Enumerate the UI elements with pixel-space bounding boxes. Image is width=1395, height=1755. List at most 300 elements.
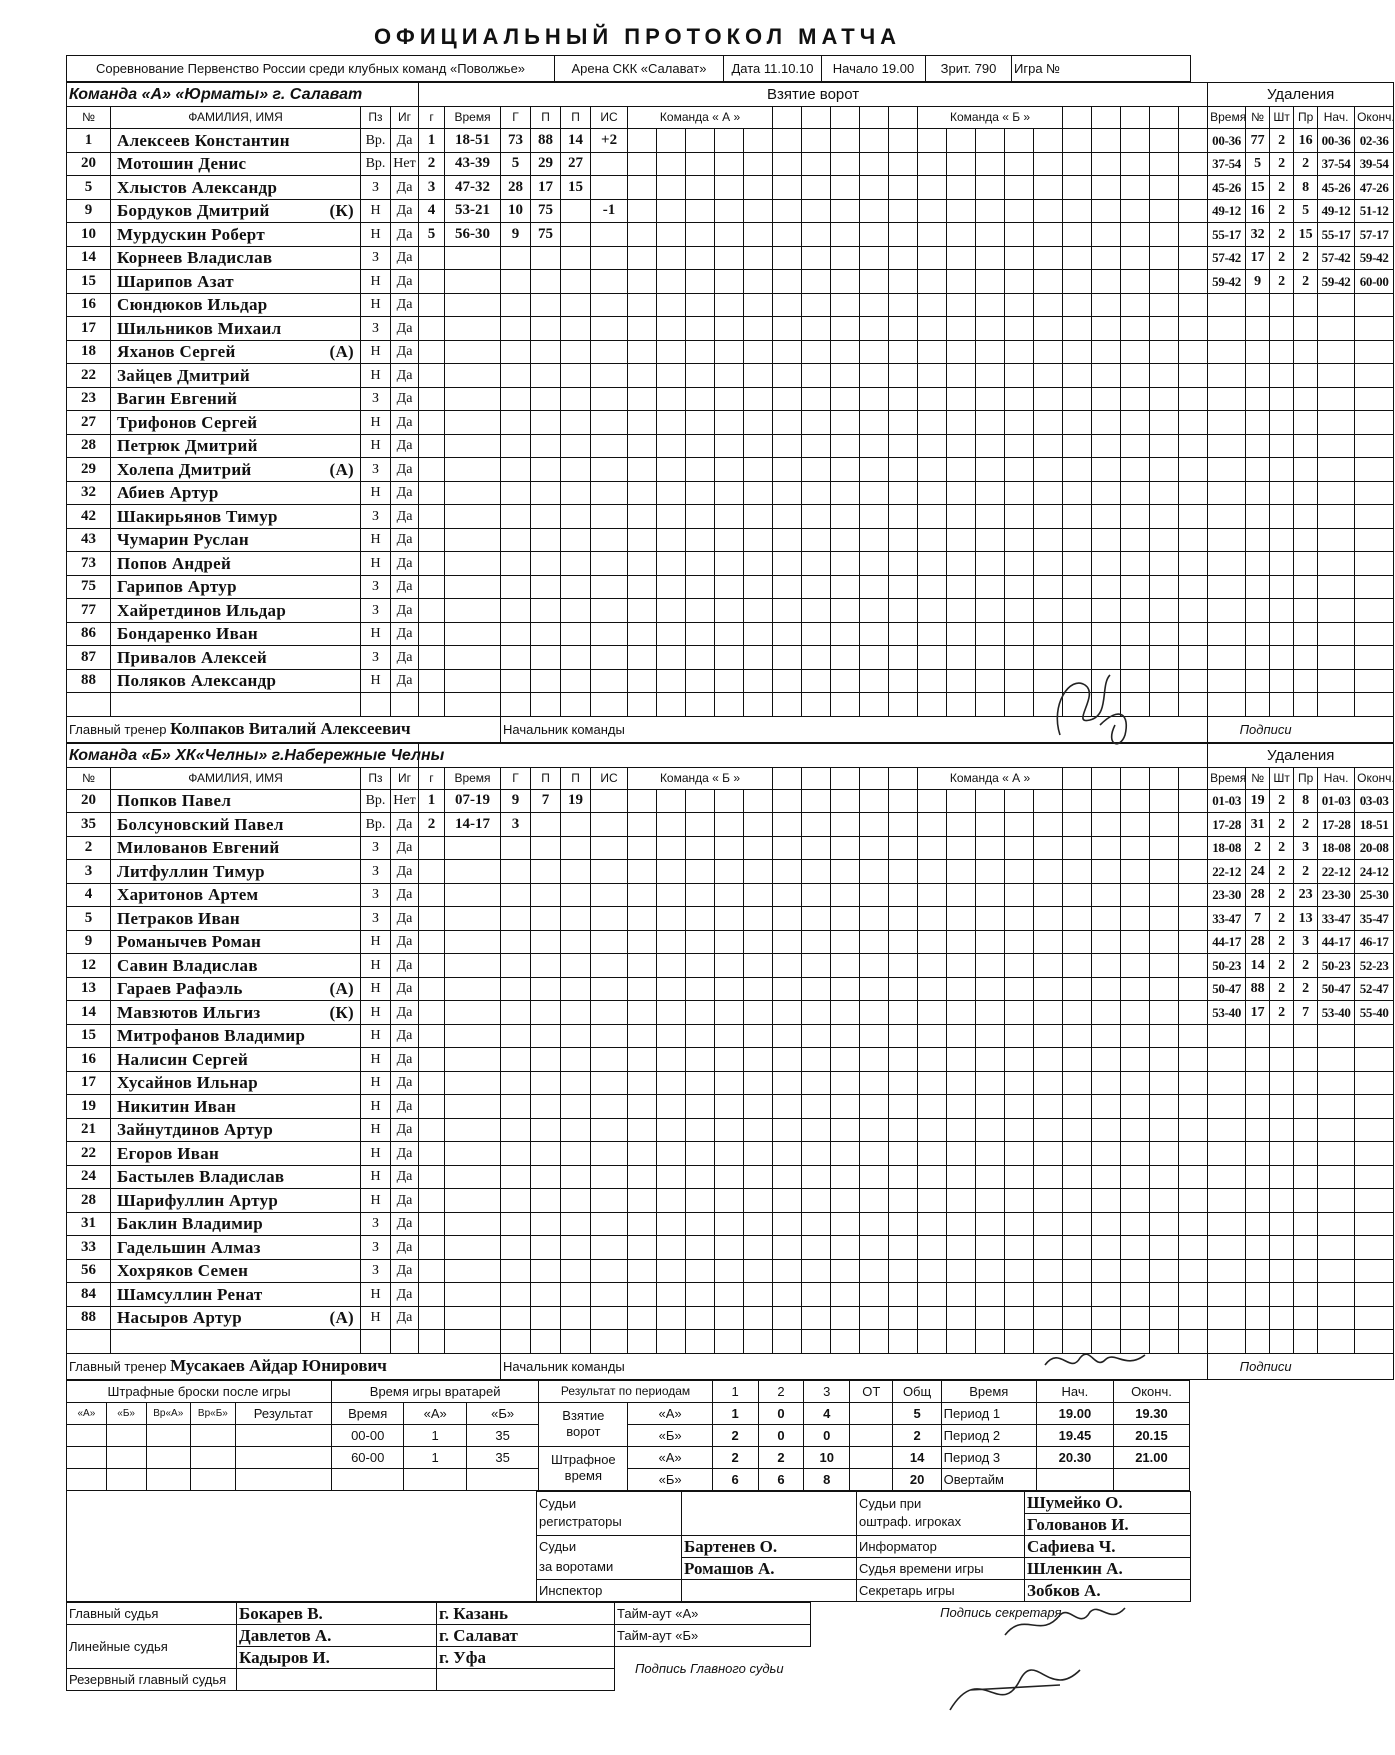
onice-cell (657, 458, 686, 482)
summary-table (66, 1380, 1190, 1491)
penalty-time (1208, 1071, 1246, 1095)
player-played: Да (391, 1306, 419, 1330)
competition-field: Соревнование Первенство России среди клубных команд «Поволжье» (67, 56, 555, 82)
goal-p2 (561, 293, 591, 317)
blank-cell (889, 693, 918, 717)
onice-cell (831, 458, 860, 482)
player-position: З (361, 907, 391, 931)
goal-g (419, 1189, 445, 1213)
onice-cell (1179, 505, 1208, 529)
goal-time (445, 1259, 501, 1283)
goal-g (501, 387, 531, 411)
penalty-end: 35-47 (1355, 907, 1394, 931)
onice-cell (686, 199, 715, 223)
onice-cell (1121, 1189, 1150, 1213)
onice-cell (976, 270, 1005, 294)
col-onice-blank (773, 107, 802, 129)
blank-cell (947, 693, 976, 717)
onice-cell (918, 954, 947, 978)
onice-cell (976, 223, 1005, 247)
goal-g: 2 (419, 152, 445, 176)
goal-p2 (561, 860, 591, 884)
onice-cell (802, 1095, 831, 1119)
goal-is (591, 458, 628, 482)
onice-cell (860, 836, 889, 860)
blank-cell (561, 1330, 591, 1354)
penalty-end (1355, 293, 1394, 317)
player-number: 2 (67, 836, 111, 860)
onice-cell (947, 1048, 976, 1072)
captain-mark: (К) (329, 201, 354, 221)
onice-cell (773, 599, 802, 623)
coach-label: Главный тренер (69, 1359, 167, 1374)
goals-a-p2: 0 (758, 1402, 804, 1424)
penalty-time (1208, 552, 1246, 576)
onice-cell (889, 930, 918, 954)
onice-cell (976, 860, 1005, 884)
onice-cell (715, 223, 744, 247)
goal-is (591, 599, 628, 623)
goal-g (419, 1259, 445, 1283)
penalty-no (1246, 1236, 1270, 1260)
onice-cell (628, 1259, 657, 1283)
onice-cell (628, 223, 657, 247)
penalty-end (1355, 364, 1394, 388)
onice-cell (947, 836, 976, 860)
onice-cell (1005, 199, 1034, 223)
player-played: Да (391, 1189, 419, 1213)
goals-a-total: 5 (893, 1402, 941, 1424)
onice-cell (860, 575, 889, 599)
player-name-text: Хлыстов Александр (117, 177, 278, 197)
game-number-field: Игра № (1012, 56, 1191, 82)
onice-cell (1034, 813, 1063, 837)
onice-cell (744, 836, 773, 860)
onice-cell (1150, 246, 1179, 270)
blank-cell (1005, 1330, 1034, 1354)
onice-cell (831, 1189, 860, 1213)
goal-g (419, 293, 445, 317)
penalty-pr: 16 (1294, 129, 1318, 153)
onice-cell (1092, 552, 1121, 576)
onice-cell (1063, 1095, 1092, 1119)
onice-cell (802, 813, 831, 837)
onice-cell (1034, 1095, 1063, 1119)
col-name: ФАМИЛИЯ, ИМЯ (111, 107, 361, 129)
penalty-start (1318, 340, 1355, 364)
goal-p1 (531, 1118, 561, 1142)
onice-cell (831, 813, 860, 837)
player-name (111, 1001, 361, 1025)
player-name-text: Зайнутдинов Артур (117, 1120, 274, 1140)
penalty-pr (1294, 411, 1318, 435)
penalty-end (1355, 1212, 1394, 1236)
player-name (111, 575, 361, 599)
onice-cell (686, 1259, 715, 1283)
goal-p1: 7 (531, 789, 561, 813)
goal-g (501, 434, 531, 458)
goal-time (445, 481, 501, 505)
onice-cell (976, 836, 1005, 860)
goals-header: Взятие ворот (419, 83, 1208, 107)
player-played: Да (391, 505, 419, 529)
blank-cell (419, 693, 445, 717)
goal-g (419, 1306, 445, 1330)
onice-cell (1034, 1071, 1063, 1095)
goal-p1 (531, 813, 561, 837)
onice-cell (802, 552, 831, 576)
goal-g: 5 (501, 152, 531, 176)
team-label: Команда «А» «Юрматы» г. Салават (67, 83, 419, 107)
onice-cell (802, 505, 831, 529)
onice-cell (686, 223, 715, 247)
onice-cell (1005, 364, 1034, 388)
goal-p2 (561, 270, 591, 294)
goals-b-p2: 0 (758, 1424, 804, 1446)
onice-cell (1121, 152, 1150, 176)
onice-cell (802, 789, 831, 813)
onice-cell (657, 152, 686, 176)
player-played: Да (391, 528, 419, 552)
onice-cell (686, 364, 715, 388)
goal-time (445, 622, 501, 646)
onice-cell (1092, 1283, 1121, 1307)
player-name (111, 977, 361, 1001)
onice-cell (831, 789, 860, 813)
onice-cell (1150, 458, 1179, 482)
onice-cell (860, 1001, 889, 1025)
player-row (67, 528, 1394, 552)
onice-cell (947, 977, 976, 1001)
onice-cell (1034, 458, 1063, 482)
penalty-pr (1294, 434, 1318, 458)
onice-cell (1005, 977, 1034, 1001)
onice-cell (831, 1165, 860, 1189)
onice-cell (1121, 458, 1150, 482)
onice-cell (657, 1306, 686, 1330)
onice-cell (1150, 575, 1179, 599)
onice-cell (1034, 930, 1063, 954)
penalty-no (1246, 1212, 1270, 1236)
onice-cell (1092, 1165, 1121, 1189)
player-row (67, 836, 1394, 860)
onice-cell (860, 152, 889, 176)
period-3-start: 20.30 (1036, 1446, 1113, 1468)
onice-cell (1150, 1306, 1179, 1330)
onice-cell (715, 669, 744, 693)
onice-cell (628, 907, 657, 931)
penalty-start (1318, 1118, 1355, 1142)
goal-p1 (531, 860, 561, 884)
penalty-no (1246, 505, 1270, 529)
penalty-no (1246, 317, 1270, 341)
onice-cell (889, 1048, 918, 1072)
goal-time (445, 836, 501, 860)
onice-cell (947, 152, 976, 176)
onice-cell (918, 1236, 947, 1260)
penalty-time (1208, 364, 1246, 388)
onice-cell (976, 458, 1005, 482)
player-position: З (361, 505, 391, 529)
onice-cell (1005, 883, 1034, 907)
goal-is (591, 505, 628, 529)
onice-cell (744, 1118, 773, 1142)
onice-cell (889, 340, 918, 364)
period-1-start: 19.00 (1036, 1402, 1113, 1424)
onice-cell (773, 1306, 802, 1330)
penalty-pr (1294, 1165, 1318, 1189)
onice-cell (1092, 317, 1121, 341)
onice-cell (976, 176, 1005, 200)
gk-b-row-2: 35 (466, 1446, 538, 1468)
onice-cell (744, 1259, 773, 1283)
penalty-sht (1270, 1165, 1294, 1189)
onice-cell (831, 622, 860, 646)
blank-cell (773, 1330, 802, 1354)
onice-cell (1179, 246, 1208, 270)
player-number: 18 (67, 340, 111, 364)
goal-g (419, 1212, 445, 1236)
blank-cell (773, 693, 802, 717)
onice-cell (976, 907, 1005, 931)
onice-cell (860, 1071, 889, 1095)
penalty-end (1355, 575, 1394, 599)
player-played: Да (391, 1048, 419, 1072)
onice-cell (802, 836, 831, 860)
onice-cell (773, 176, 802, 200)
player-position: З (361, 387, 391, 411)
onice-cell (918, 458, 947, 482)
blank-cell (1294, 1330, 1318, 1354)
player-position: Н (361, 1001, 391, 1025)
player-name-text: Егоров Иван (117, 1143, 220, 1163)
penalty-start (1318, 1189, 1355, 1213)
main-referee-signature-box: Подпись Главного судьи (635, 1660, 784, 1676)
goal-p1 (531, 1165, 561, 1189)
onice-cell (628, 152, 657, 176)
onice-cell (773, 1165, 802, 1189)
blank-cell (947, 1330, 976, 1354)
penalty-end (1355, 1071, 1394, 1095)
onice-cell (976, 1259, 1005, 1283)
onice-cell (744, 883, 773, 907)
onice-cell (773, 528, 802, 552)
onice-cell (889, 246, 918, 270)
player-number: 22 (67, 1142, 111, 1166)
onice-cell (628, 836, 657, 860)
onice-cell (1121, 246, 1150, 270)
penalty-end: 52-23 (1355, 954, 1394, 978)
onice-cell (686, 907, 715, 931)
onice-cell (715, 836, 744, 860)
blank-cell (1318, 693, 1355, 717)
onice-cell (918, 1259, 947, 1283)
onice-cell (1150, 270, 1179, 294)
goals-b-label: «Б» (628, 1424, 712, 1446)
penalty-time (1208, 575, 1246, 599)
onice-cell (947, 481, 976, 505)
player-position: З (361, 883, 391, 907)
onice-cell (802, 1212, 831, 1236)
main-referee-label: Главный судья (67, 1602, 237, 1624)
player-name-text: Шакирьянов Тимур (117, 506, 278, 526)
onice-cell (976, 646, 1005, 670)
penalty-pr (1294, 293, 1318, 317)
onice-cell (686, 1001, 715, 1025)
player-name-text: Мавзютов Ильгиз (117, 1002, 261, 1022)
onice-cell (657, 1165, 686, 1189)
goal-g (501, 411, 531, 435)
onice-cell (773, 646, 802, 670)
penalty-end (1355, 552, 1394, 576)
onice-cell (802, 622, 831, 646)
penalty-no (1246, 1048, 1270, 1072)
onice-cell (657, 789, 686, 813)
col-pen-minutes: Шт (1270, 767, 1294, 789)
times-end-header: Оконч. (1113, 1380, 1189, 1402)
player-position: З (361, 458, 391, 482)
onice-cell (657, 528, 686, 552)
penalty-start: 33-47 (1318, 907, 1355, 931)
manager-field: Начальник команды (501, 1353, 1208, 1379)
onice-cell (744, 176, 773, 200)
player-name-text: Поляков Александр (117, 671, 277, 691)
onice-cell (628, 1165, 657, 1189)
player-number: 13 (67, 977, 111, 1001)
onice-cell (1150, 836, 1179, 860)
onice-cell (918, 622, 947, 646)
onice-cell (1150, 1118, 1179, 1142)
blank-cell (1318, 1330, 1355, 1354)
player-row (67, 1071, 1394, 1095)
onice-cell (860, 1095, 889, 1119)
player-name (111, 622, 361, 646)
gk-time-title: Время игры вратарей (332, 1380, 539, 1402)
goal-p2: 19 (561, 789, 591, 813)
goal-time (445, 1165, 501, 1189)
onice-cell (889, 646, 918, 670)
secretary-signature-box: Подпись секретаря (940, 1605, 1062, 1620)
onice-cell (744, 552, 773, 576)
blank-cell (1270, 1330, 1294, 1354)
onice-cell (1179, 481, 1208, 505)
player-row (67, 1142, 1394, 1166)
goal-p1 (531, 1306, 561, 1330)
player-position: З (361, 1259, 391, 1283)
player-row (67, 1118, 1394, 1142)
penalty-no (1246, 1142, 1270, 1166)
goal-is (591, 293, 628, 317)
penalty-start (1318, 1095, 1355, 1119)
onice-cell (1121, 1236, 1150, 1260)
goal-p1 (531, 907, 561, 931)
gk-a-row-1: 1 (404, 1424, 467, 1446)
penalty-sht: 2 (1270, 129, 1294, 153)
onice-cell (1179, 813, 1208, 837)
onice-cell (715, 293, 744, 317)
col-scorer: Г (501, 107, 531, 129)
penalty-end: 39-54 (1355, 152, 1394, 176)
onice-cell (773, 789, 802, 813)
onice-cell (1063, 1259, 1092, 1283)
goal-time (445, 340, 501, 364)
col-onice-blank (889, 767, 918, 789)
penalty-no (1246, 1165, 1270, 1189)
player-name (111, 1212, 361, 1236)
penalty-sht: 2 (1270, 152, 1294, 176)
onice-cell (773, 481, 802, 505)
goal-p1 (531, 1095, 561, 1119)
goals-a-p3: 4 (804, 1402, 850, 1424)
onice-cell (1063, 270, 1092, 294)
penalty-time (1208, 505, 1246, 529)
onice-cell (628, 789, 657, 813)
onice-cell (918, 789, 947, 813)
onice-cell (889, 152, 918, 176)
goal-p1 (531, 458, 561, 482)
blank-cell (1179, 693, 1208, 717)
goal-p2 (561, 317, 591, 341)
onice-cell (1150, 411, 1179, 435)
onice-cell (860, 954, 889, 978)
goal-time (445, 907, 501, 931)
player-row (67, 152, 1394, 176)
onice-cell (773, 1142, 802, 1166)
player-played: Да (391, 1001, 419, 1025)
goal-g (501, 1048, 531, 1072)
penalty-time: 23-30 (1208, 883, 1246, 907)
onice-cell (1063, 528, 1092, 552)
player-name (111, 411, 361, 435)
onice-cell (831, 340, 860, 364)
onice-cell (1150, 789, 1179, 813)
player-name-text: Корнеев Владислав (117, 248, 273, 268)
goal-g (501, 458, 531, 482)
onice-cell (889, 293, 918, 317)
onice-cell (947, 860, 976, 884)
onice-cell (1005, 176, 1034, 200)
onice-cell (947, 223, 976, 247)
onice-cell (860, 505, 889, 529)
penalty-time (1208, 387, 1246, 411)
onice-cell (1150, 1048, 1179, 1072)
onice-cell (976, 1001, 1005, 1025)
onice-cell (715, 1283, 744, 1307)
onice-cell (715, 622, 744, 646)
onice-cell (1005, 129, 1034, 153)
blank-cell (744, 693, 773, 717)
onice-cell (1005, 813, 1034, 837)
penalty-start: 50-23 (1318, 954, 1355, 978)
goal-time (445, 1024, 501, 1048)
onice-cell (657, 340, 686, 364)
player-name (111, 1095, 361, 1119)
onice-cell (628, 1212, 657, 1236)
goal-g (419, 599, 445, 623)
onice-cell (1063, 387, 1092, 411)
onice-cell (1005, 1236, 1034, 1260)
col-pen-reason: Пр (1294, 767, 1318, 789)
onice-cell (1121, 1259, 1150, 1283)
signatures-field (1294, 716, 1394, 742)
onice-cell (802, 1118, 831, 1142)
player-name-text: Абиев Артур (117, 483, 219, 503)
onice-cell (947, 599, 976, 623)
penalty-box-judge-1: Шумейко О. (1025, 1491, 1191, 1513)
onice-cell (657, 930, 686, 954)
onice-cell (1092, 387, 1121, 411)
col-pen-end: Оконч. (1355, 107, 1394, 129)
